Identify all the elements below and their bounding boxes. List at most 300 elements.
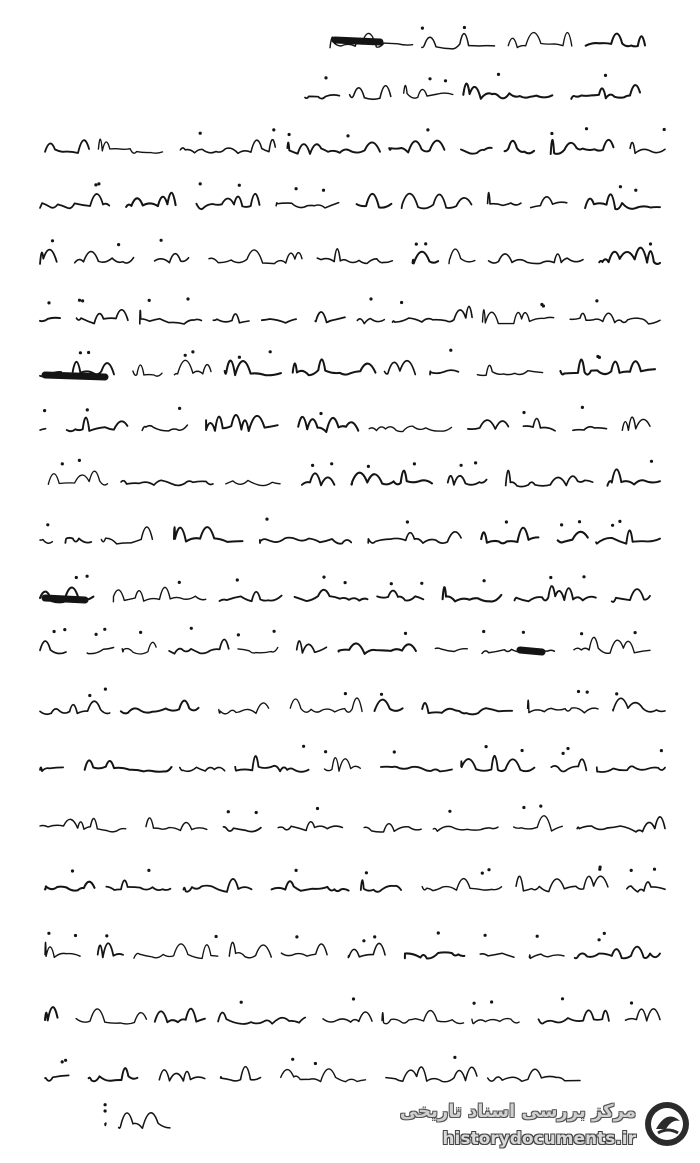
handwriting-dot [88, 694, 91, 697]
handwriting-dot [51, 239, 54, 242]
handwriting-stroke [514, 816, 563, 831]
handwriting-stroke [77, 310, 128, 324]
handwriting-stroke [229, 942, 271, 957]
handwriting-stroke [573, 427, 607, 431]
handwriting-stroke [529, 954, 564, 958]
handwriting-dot [562, 752, 565, 755]
handwriting-stroke [89, 1068, 138, 1081]
handwriting-stroke [113, 587, 205, 601]
handwriting-stroke [405, 952, 465, 958]
handwriting-dot [428, 77, 431, 80]
handwriting-dot [630, 869, 633, 872]
handwriting-dot [199, 132, 202, 135]
handwriting-dot [650, 460, 653, 463]
handwriting-dot [352, 997, 355, 1000]
handwriting-dot [649, 242, 652, 245]
handwriting-stroke [272, 881, 349, 891]
handwriting-dot [426, 128, 429, 131]
handwriting-stroke [45, 140, 89, 153]
handwriting-dot [104, 1103, 107, 1106]
handwriting-dot [344, 692, 347, 695]
handwriting-dot [490, 1000, 493, 1003]
handwriting-dot [104, 688, 107, 691]
handwriting-stroke [278, 822, 342, 831]
handwriting-stroke [574, 637, 650, 653]
handwriting-stroke [386, 1067, 477, 1082]
handwriting-dot [46, 523, 49, 526]
handwriting-dot [78, 299, 81, 302]
handwriting-stroke [377, 591, 423, 601]
handwriting-stroke [339, 643, 416, 653]
handwriting-dot [404, 632, 407, 635]
handwriting-dot [81, 299, 84, 302]
handwriting-dot [273, 630, 276, 633]
handwriting-stroke [67, 418, 128, 432]
handwriting-dot [295, 935, 298, 938]
handwriting-stroke [389, 141, 444, 153]
handwriting-stroke [422, 879, 501, 891]
handwriting-stroke [597, 766, 665, 772]
handwriting-stroke [287, 142, 380, 153]
handwriting-stroke [488, 1069, 580, 1081]
handwriting-stroke [599, 248, 660, 264]
handwriting-dot [330, 462, 333, 465]
handwriting-dot [367, 465, 370, 468]
handwriting-stroke [305, 95, 339, 99]
handwriting-stroke [558, 532, 588, 543]
handwriting-dot [255, 811, 258, 814]
handwriting-stroke [169, 640, 229, 654]
handwriting-dot [522, 631, 525, 634]
handwriting-stroke [443, 587, 502, 601]
handwriting-dot [663, 128, 666, 131]
handwriting-dot [79, 351, 82, 354]
handwriting-dot [539, 805, 542, 808]
handwriting-dot [487, 868, 490, 871]
handwriting-dot [160, 239, 163, 242]
handwriting-stroke [516, 876, 608, 891]
handwriting-stroke [585, 194, 660, 209]
handwriting-dot [473, 1002, 476, 1005]
handwriting-dot [393, 750, 396, 753]
handwriting-dot [630, 1001, 633, 1004]
handwriting-stroke [364, 824, 421, 832]
handwriting-stroke [159, 1070, 205, 1081]
handwriting-dot [295, 187, 298, 190]
handwriting-dot [86, 408, 89, 411]
handwriting-stroke [221, 1067, 261, 1081]
handwriting-dot [238, 356, 241, 359]
redaction-mark [45, 375, 105, 377]
handwriting-dot [578, 520, 581, 523]
handwriting-dot [75, 576, 78, 579]
handwriting-stroke [142, 425, 187, 431]
handwriting-stroke [75, 252, 134, 263]
history-documents-logo-icon [642, 1099, 692, 1149]
handwriting-stroke [488, 193, 521, 206]
handwriting-dot [660, 749, 663, 752]
handwriting-dot [598, 356, 601, 359]
handwriting-dot [61, 1060, 64, 1063]
handwriting-dot [87, 351, 90, 354]
handwriting-stroke [461, 756, 534, 771]
handwriting-dot [424, 242, 427, 245]
handwriting-stroke [481, 528, 538, 544]
handwriting-stroke [607, 469, 660, 485]
handwriting-stroke [40, 540, 52, 544]
handwriting-stroke [551, 759, 586, 771]
handwriting-dot [186, 297, 189, 300]
handwriting-dot [505, 520, 508, 523]
handwriting-dot [147, 869, 150, 872]
handwriting-stroke [402, 194, 472, 209]
handwriting-stroke [40, 641, 66, 653]
handwriting-stroke [281, 1069, 366, 1082]
handwriting-stroke [87, 648, 113, 654]
handwriting-dot [619, 185, 622, 188]
handwriting-stroke [477, 365, 542, 375]
handwriting-stroke [297, 641, 327, 653]
handwriting-dot [190, 627, 193, 630]
handwriting-dot [105, 934, 108, 937]
handwriting-stroke [65, 538, 91, 543]
handwriting-dot [178, 407, 181, 410]
handwriting-dot [463, 26, 466, 29]
handwriting-stroke [489, 254, 583, 264]
handwriting-dot [437, 931, 440, 934]
handwriting-dot [522, 411, 525, 414]
handwriting-dot [474, 461, 477, 464]
handwriting-dot [365, 871, 368, 874]
handwriting-dot [582, 575, 585, 578]
handwriting-dot [236, 578, 239, 581]
handwriting-stroke [461, 148, 492, 154]
handwriting-stroke [472, 1019, 519, 1024]
handwriting-stroke [213, 314, 249, 323]
handwriting-dot [139, 631, 142, 634]
handwriting-stroke [570, 313, 660, 324]
handwriting-dot [74, 934, 77, 937]
handwriting-dot [484, 934, 487, 937]
handwriting-dot [634, 631, 637, 634]
watermark-url[interactable]: historydocuments.ir [442, 1129, 636, 1149]
handwriting-stroke [483, 310, 554, 324]
redaction-mark [520, 650, 542, 652]
handwriting-stroke [293, 359, 376, 375]
handwriting-stroke [515, 586, 596, 601]
redaction-mark [45, 598, 85, 600]
handwriting-stroke [122, 642, 156, 654]
handwriting-dot [444, 79, 447, 82]
handwriting-stroke [98, 943, 123, 957]
handwriting-stroke [571, 85, 640, 99]
handwriting-stroke [385, 361, 416, 375]
handwriting-stroke [260, 538, 351, 544]
handwriting-stroke [45, 1007, 58, 1020]
handwriting-dot [586, 691, 589, 694]
handwriting-dot [373, 935, 376, 938]
handwriting-stroke [225, 361, 281, 376]
handwriting-stroke [528, 700, 598, 713]
handwriting-dot [344, 581, 347, 584]
handwriting-dot [78, 459, 81, 462]
handwriting-dot [148, 299, 151, 302]
handwriting-stroke [40, 318, 60, 321]
handwriting-stroke [276, 203, 339, 208]
handwriting-stroke [430, 370, 458, 375]
handwriting-stroke [302, 473, 335, 485]
handwriting-stroke [238, 647, 278, 653]
handwriting-dot [47, 932, 50, 935]
handwriting-stroke [281, 944, 327, 956]
handwriting-stroke [468, 420, 509, 429]
handwriting-dot [237, 633, 240, 636]
handwriting-stroke [539, 1010, 609, 1023]
handwriting-stroke [184, 879, 252, 892]
handwriting-stroke [174, 360, 211, 374]
handwriting-stroke [369, 426, 451, 431]
handwriting-stroke [133, 365, 162, 376]
handwriting-dot [322, 189, 325, 192]
handwriting-dot [61, 462, 64, 465]
handwriting-stroke [134, 944, 218, 958]
handwriting-dot [302, 745, 305, 748]
handwriting-stroke [180, 140, 275, 154]
handwriting-stroke [612, 589, 650, 602]
handwriting-stroke [105, 1123, 106, 1125]
handwriting-dot [316, 807, 319, 810]
handwriting-dot [536, 935, 539, 938]
handwriting-dot [295, 869, 298, 872]
handwriting-stroke [317, 249, 392, 264]
handwriting-stroke [505, 141, 534, 154]
handwriting-dot [415, 243, 418, 246]
handwriting-dot [215, 935, 218, 938]
handwriting-dot [43, 409, 46, 412]
handwriting-dot [599, 866, 602, 869]
handwriting-stroke [323, 1012, 372, 1022]
handwriting-stroke [155, 254, 189, 263]
handwriting-stroke [45, 882, 95, 891]
handwriting-dot [324, 76, 327, 79]
handwriting-stroke [348, 943, 385, 957]
handwriting-stroke [523, 419, 555, 431]
handwriting-stroke [40, 701, 110, 714]
handwriting-dot [288, 133, 291, 136]
handwriting-stroke [180, 767, 225, 771]
handwriting-dot [448, 810, 451, 813]
handwriting-dot [497, 73, 500, 76]
handwriting-stroke [422, 703, 512, 714]
handwriting-stroke [422, 34, 495, 49]
handwriting-stroke [155, 1009, 205, 1023]
handwriting-dot [561, 997, 564, 1000]
handwriting-dot [449, 349, 452, 352]
handwriting-stroke [235, 756, 308, 772]
handwriting-stroke [382, 1010, 464, 1023]
handwriting-stroke [106, 880, 170, 890]
handwriting-dot [420, 582, 423, 585]
handwriting-stroke [85, 760, 172, 771]
handwriting-stroke [98, 139, 162, 153]
handwriting-dot [560, 523, 563, 526]
handwriting-stroke [196, 194, 259, 209]
handwriting-stroke [206, 415, 278, 431]
handwriting-dot [178, 581, 181, 584]
handwriting-dot [47, 301, 50, 304]
handwriting-dot [653, 868, 656, 871]
handwriting-dot [97, 182, 100, 185]
handwriting-stroke [586, 34, 645, 47]
handwriting-stroke [630, 143, 665, 154]
handwriting-stroke [531, 197, 567, 208]
handwriting-stroke [219, 703, 269, 714]
handwriting-stroke [40, 429, 46, 430]
handwriting-stroke [560, 360, 655, 375]
handwriting-dot [103, 628, 106, 631]
handwriting-dot [540, 303, 543, 306]
handwriting-dot [390, 582, 393, 585]
handwriting-dot [585, 127, 588, 130]
handwriting-dot [604, 74, 607, 77]
handwriting-dot [460, 464, 463, 467]
handwriting-stroke [40, 767, 63, 771]
handwriting-stroke [40, 194, 109, 208]
handwriting-dot [595, 299, 598, 302]
handwriting-dot [481, 872, 484, 875]
handwriting-dot [482, 630, 485, 633]
handwriting-stroke [404, 85, 453, 98]
handwriting-dot [272, 128, 275, 131]
handwriting-stroke [357, 319, 384, 324]
handwriting-stroke [218, 1012, 305, 1024]
handwriting-dot [95, 633, 98, 636]
handwriting-stroke [506, 471, 593, 487]
handwriting-stroke [381, 767, 452, 772]
handwriting-stroke [76, 1009, 146, 1024]
handwriting-stroke [480, 953, 514, 957]
handwriting-dot [117, 243, 120, 246]
handwriting-stroke [48, 471, 107, 485]
handwriting-dot [346, 134, 349, 137]
handwriting-dot [314, 1062, 317, 1065]
handwriting-stroke [174, 527, 243, 542]
handwriting-dot [413, 462, 416, 465]
handwriting-stroke [575, 947, 660, 959]
handwriting-dot [406, 520, 409, 523]
handwriting-stroke [119, 1113, 170, 1128]
handwriting-dot [227, 810, 230, 813]
handwriting-stroke [121, 480, 213, 485]
handwriting-stroke [40, 250, 57, 264]
redaction-mark [335, 40, 380, 42]
handwriting-dot [319, 412, 322, 415]
handwriting-stroke [435, 648, 467, 651]
handwriting-dot [362, 939, 365, 942]
handwriting-stroke [449, 249, 475, 264]
handwriting-dot [240, 1001, 243, 1004]
handwriting-stroke [368, 532, 461, 543]
handwriting-dot [611, 524, 614, 527]
handwriting-stroke [375, 700, 403, 711]
handwriting-dot [369, 297, 372, 300]
handwriting-stroke [551, 140, 614, 154]
handwriting-stroke [350, 86, 391, 100]
handwriting-stroke [73, 362, 114, 375]
handwriting-dot [94, 183, 97, 186]
handwriting-dot [485, 745, 488, 748]
handwriting-dot [269, 350, 272, 353]
handwriting-dot [566, 747, 569, 750]
handwriting-dot [521, 749, 524, 752]
handwriting-dot [199, 182, 202, 185]
handwriting-stroke [596, 530, 660, 543]
handwriting-stroke [146, 818, 207, 831]
handwriting-stroke [393, 306, 473, 322]
handwriting-dot [71, 869, 74, 872]
handwriting-dot [581, 406, 584, 409]
handwriting-stroke [298, 417, 358, 432]
handwriting-stroke [295, 590, 368, 601]
handwriting-stroke [627, 882, 665, 892]
handwriting-stroke [463, 84, 552, 99]
handwriting-dot [421, 27, 424, 30]
handwriting-stroke [613, 698, 665, 712]
handwriting-stroke [577, 817, 665, 832]
handwriting-dot [64, 1059, 67, 1062]
handwriting-stroke [226, 480, 280, 485]
handwriting-dot [550, 132, 553, 135]
handwriting-stroke [448, 476, 487, 485]
handwriting-dot [86, 575, 89, 578]
handwriting-stroke [262, 319, 296, 323]
handwriting-dot [549, 576, 552, 579]
handwriting-stroke [209, 250, 302, 264]
handwriting-stroke [315, 312, 345, 322]
handwriting-dot [580, 632, 583, 635]
handwriting-dot [634, 189, 637, 192]
handwriting-stroke [40, 818, 126, 831]
handwriting-dot [238, 184, 241, 187]
handwriting-dot [104, 1109, 107, 1112]
handwriting-dot [577, 690, 580, 693]
handwriting-stroke [101, 527, 152, 544]
handwriting-stroke [433, 826, 498, 831]
handwriting-stroke [45, 1075, 69, 1080]
watermark [392, 1095, 692, 1157]
handwriting-dot [324, 750, 327, 753]
handwriting-dot [400, 301, 403, 304]
handwriting-stroke [351, 471, 432, 485]
handwriting-dot [291, 1058, 294, 1061]
handwriting-stroke [220, 592, 282, 601]
handwriting-stroke [413, 252, 439, 264]
handwriting-dot [483, 579, 486, 582]
handwriting-dot [615, 692, 618, 695]
handwriting-stroke [290, 698, 362, 712]
handwriting-dot [184, 354, 187, 357]
handwriting-dot [322, 576, 325, 579]
handwriting-stroke [121, 701, 199, 714]
handwriting-dot [63, 628, 66, 631]
handwriting-stroke [140, 310, 202, 324]
handwriting-dot [380, 693, 383, 696]
handwriting-dot [265, 518, 268, 521]
handwriting-dot [453, 1056, 456, 1059]
handwriting-stroke [325, 758, 361, 771]
handwriting-stroke [622, 417, 650, 430]
handwriting-stroke [361, 880, 401, 892]
